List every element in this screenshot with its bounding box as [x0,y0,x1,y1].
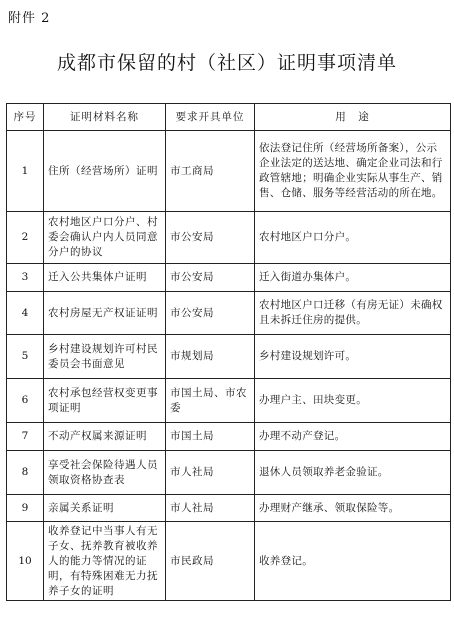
material-name: 收养登记中当事人有无子女、抚养教育被收养人的能力等情况的证明，有特殊困难无力抚养子女的证明 [44,522,166,601]
issuing-unit: 市规划局 [166,335,255,379]
issuing-unit: 市国土局 [166,423,255,451]
purpose: 农村地区户口分户。 [255,212,451,264]
table-row [7,131,451,212]
row-number: 7 [7,423,44,451]
table-row [7,451,451,495]
table-row [7,292,451,335]
purpose: 迁入街道办集体户。 [255,264,451,292]
column-header-no: 序号 [7,104,44,131]
material-name: 不动产权属来源证明 [44,423,166,451]
material-name: 住所（经营场所）证明 [44,131,166,212]
row-number: 8 [7,451,44,495]
row-number: 10 [7,522,44,601]
table-header-row [7,104,451,131]
row-number: 6 [7,379,44,423]
row-number: 4 [7,292,44,335]
row-number: 5 [7,335,44,379]
issuing-unit: 市工商局 [166,131,255,212]
column-header-use: 用 途 [255,104,451,131]
issuing-unit: 市公安局 [166,212,255,264]
table-row [7,423,451,451]
purpose: 依法登记住所（经营场所备案），公示企业法定的送达地、确定企业司法和行政管辖地；明确企业实际从事生产、销售、仓储、服务等经营活动的所在地。 [255,131,451,212]
table-row [7,335,451,379]
purpose: 办理财产继承、领取保险等。 [255,495,451,522]
purpose: 办理不动产登记。 [255,423,451,451]
purpose: 农村地区户口迁移（有房无证）未确权且未拆迁住房的提供。 [255,292,451,335]
purpose: 收养登记。 [255,522,451,601]
row-number: 2 [7,212,44,264]
issuing-unit: 市公安局 [166,264,255,292]
row-number: 3 [7,264,44,292]
page-title: 成都市保留的村（社区）证明事项清单 [56,52,397,74]
material-name: 享受社会保险待遇人员领取资格协查表 [44,451,166,495]
purpose: 乡村建设规划许可。 [255,335,451,379]
issuing-unit: 市国土局、市农委 [166,379,255,423]
attachment-label: 附件 2 [8,11,51,26]
row-number: 1 [7,131,44,212]
table-row [7,212,451,264]
material-name: 乡村建设规划许可村民委员会书面意见 [44,335,166,379]
table-row [7,522,451,601]
material-name: 农村承包经营权变更事项证明 [44,379,166,423]
issuing-unit: 市民政局 [166,522,255,601]
column-header-material: 证明材料名称 [44,104,166,131]
material-name: 迁入公共集体户证明 [44,264,166,292]
table-row [7,495,451,522]
material-name: 农村房屋无产权证证明 [44,292,166,335]
table-row [7,379,451,423]
material-name: 农村地区户口分户、村委会确认户内人员同意分户的协议 [44,212,166,264]
issuing-unit: 市人社局 [166,495,255,522]
row-number: 9 [7,495,44,522]
issuing-unit: 市公安局 [166,292,255,335]
column-header-unit: 要求开具单位 [166,104,255,131]
issuing-unit: 市人社局 [166,451,255,495]
purpose: 退休人员领取养老金验证。 [255,451,451,495]
material-name: 亲属关系证明 [44,495,166,522]
purpose: 办理户主、田块变更。 [255,379,451,423]
certificate-table [6,103,451,601]
table-row [7,264,451,292]
